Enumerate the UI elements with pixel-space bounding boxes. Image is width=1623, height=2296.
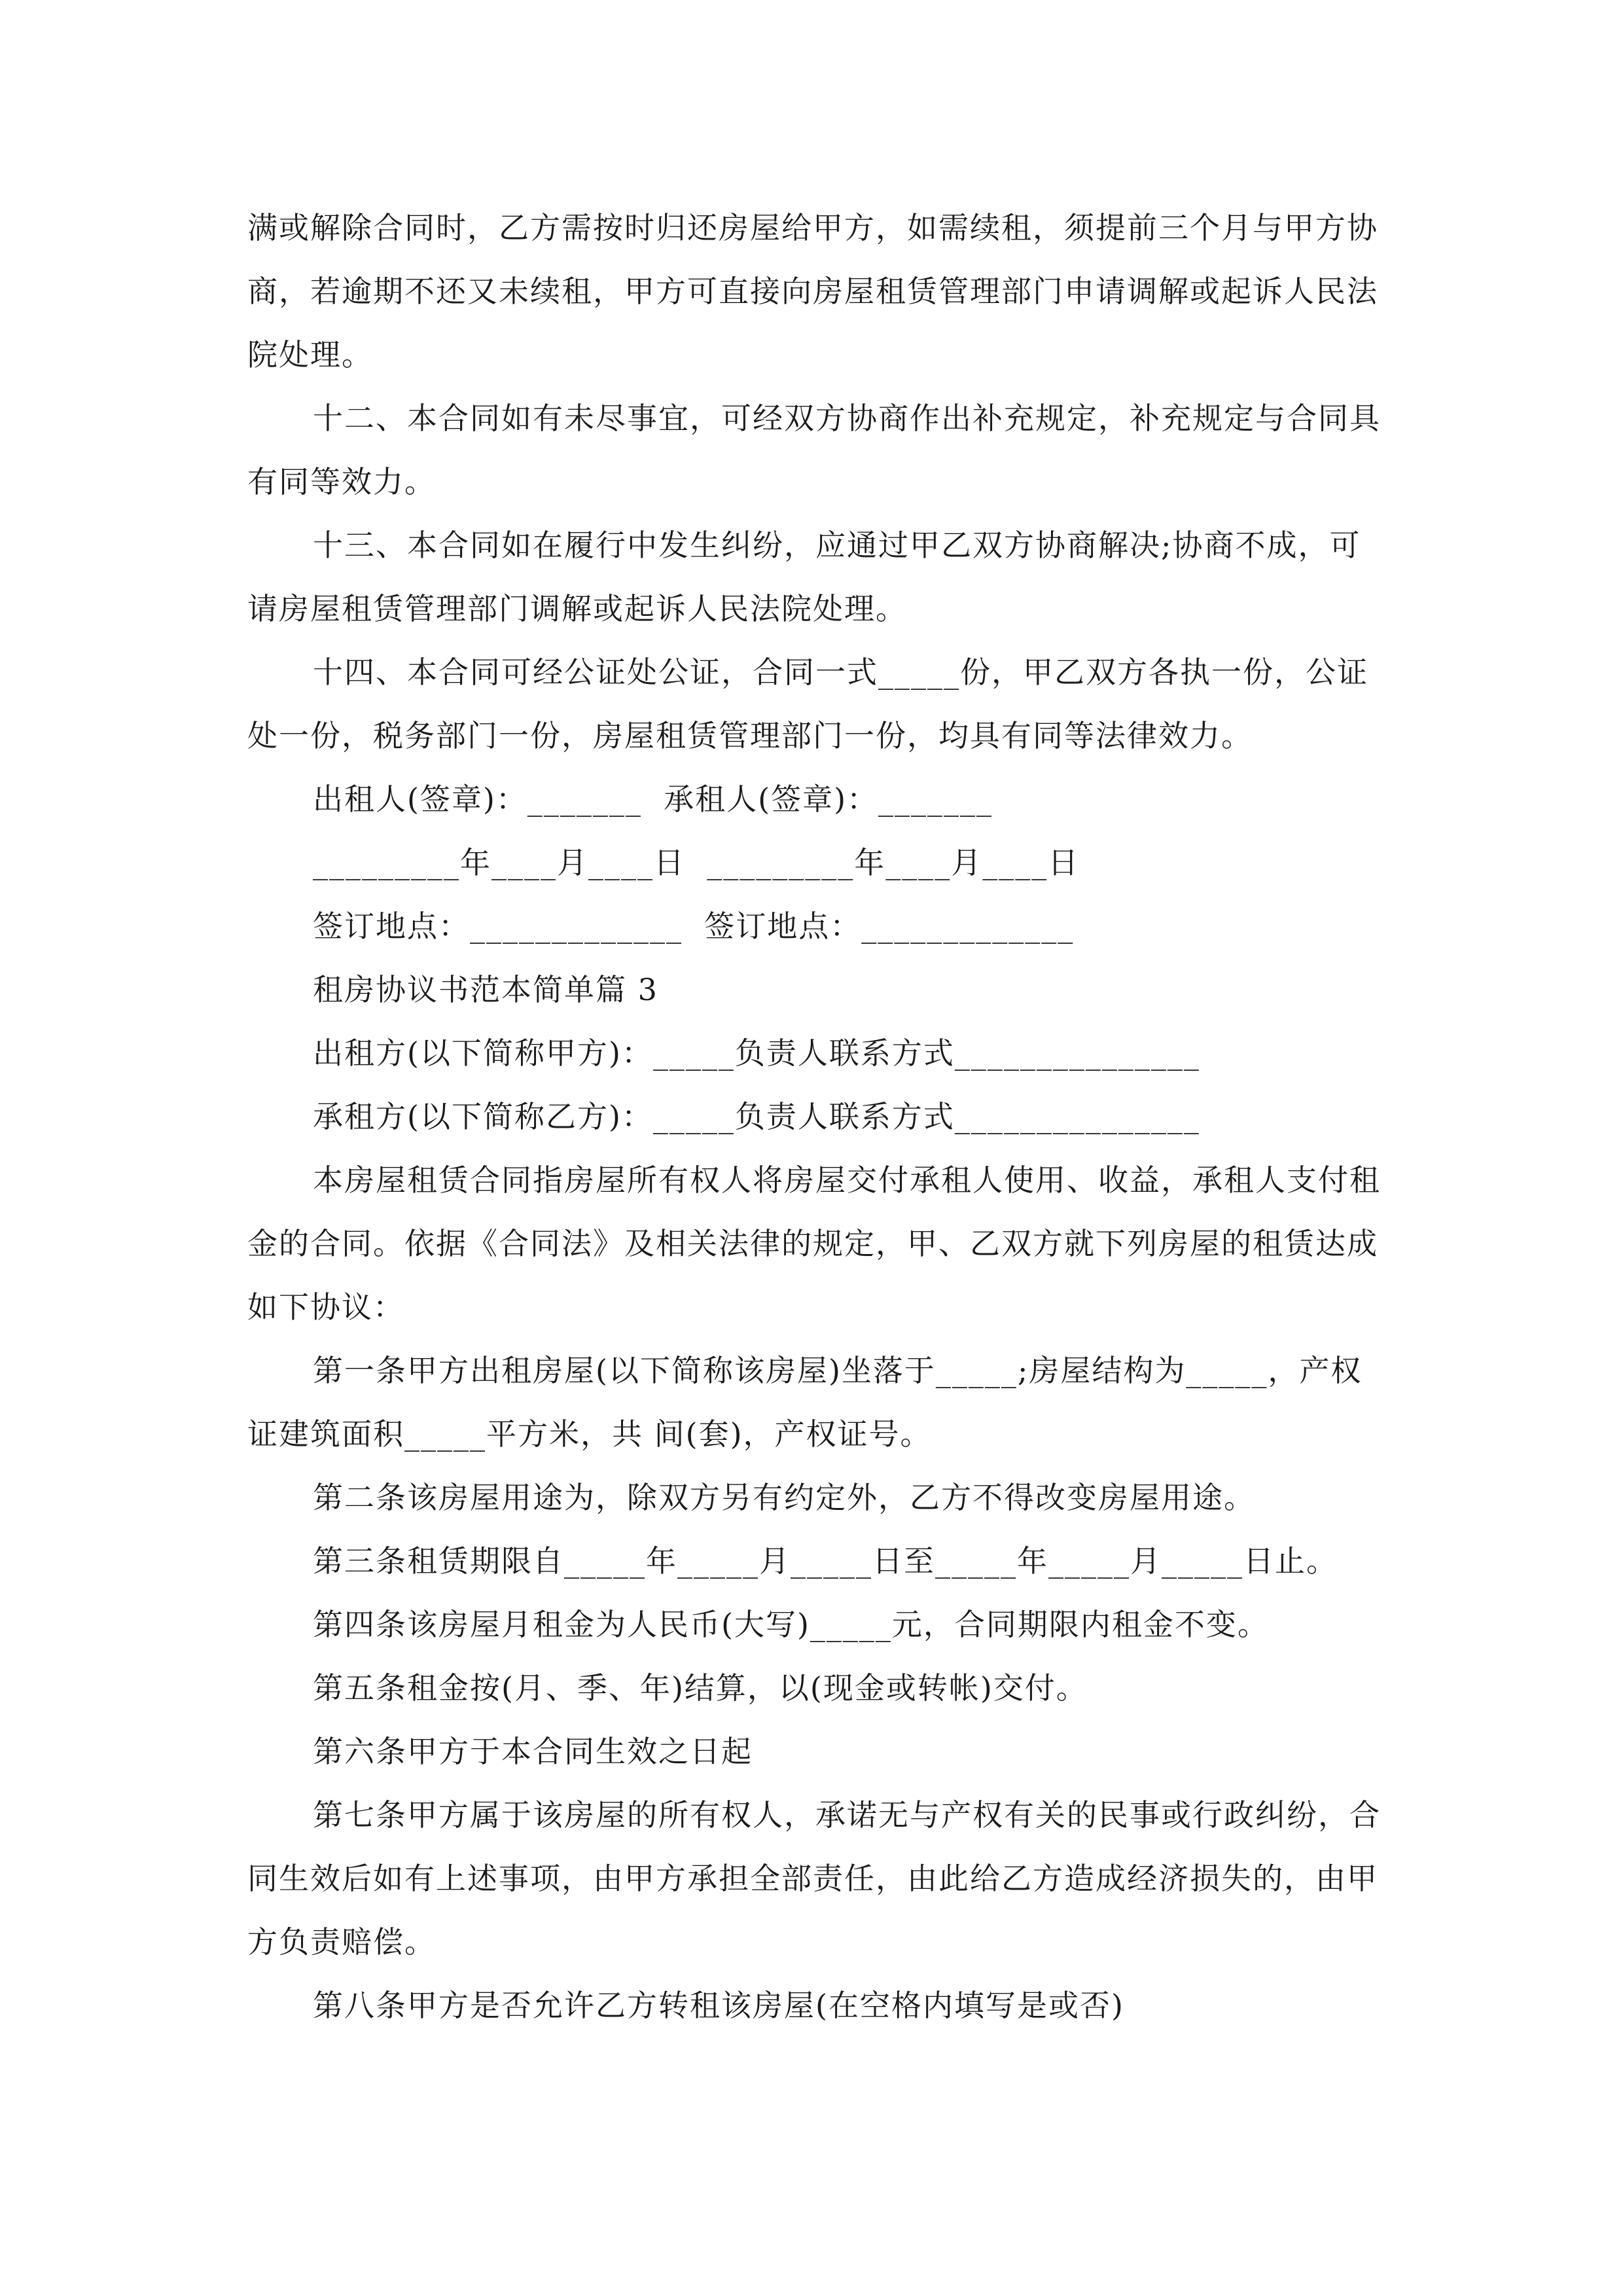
section-title: 租房协议书范本简单篇 3 <box>313 972 658 1007</box>
article-eight: 第八条甲方是否允许乙方转租该房屋(在空格内填写是或否) <box>313 1988 1124 2023</box>
article-two: 第二条该房屋用途为，除双方另有约定外，乙方不得改变房屋用途。 <box>313 1480 1255 1515</box>
article-three: 第三条租赁期限自_____年_____月_____日至_____年_____月_____日止。 <box>313 1543 1338 1579</box>
article-one: 第一条甲方出租房屋(以下简称该房屋)坐落于_____;房屋结构为_____，产权证建筑面积_____平方米，共 间(套)，产权证号。 <box>247 1353 1363 1452</box>
clause-fourteen: 十四、本合同可经公证处公证，合同一式_____份，甲乙双方各执一份，公证处一份，税务部门一份，房屋租赁管理部门一份，均具有同等法律效力。 <box>247 655 1368 753</box>
article-five: 第五条租金按(月、季、年)结算，以(现金或转帐)交付。 <box>313 1670 1088 1706</box>
paragraph-continuation: 满或解除合同时，乙方需按时归还房屋给甲方，如需续租，须提前三个月与甲方协商，若逾期不还又未续租，甲方可直接向房屋租赁管理部门申请调解或起诉人民法院处理。 <box>247 210 1378 372</box>
lessee-line: 承租方(以下简称乙方)：_____负责人联系方式_______________ <box>313 1099 1200 1134</box>
lessor-line: 出租方(以下简称甲方)：_____负责人联系方式_______________ <box>313 1035 1200 1071</box>
article-four: 第四条该房屋月租金为人民币(大写)_____元，合同期限内租金不变。 <box>313 1607 1269 1642</box>
signature-place-line: 签订地点：_____________ 签订地点：_____________ <box>313 908 1075 944</box>
contract-intro: 本房屋租赁合同指房屋所有权人将房屋交付承租人使用、收益，承租人支付租金的合同。依据《合同法》及相关法律的规定，甲、乙双方就下列房屋的租赁达成如下协议： <box>247 1162 1381 1325</box>
clause-thirteen: 十三、本合同如在履行中发生纠纷，应通过甲乙双方协商解决;协商不成，可请房屋租赁管理部门调解或起诉人民法院处理。 <box>247 528 1361 626</box>
document-page <box>247 196 1389 2037</box>
signature-parties-line: 出租人(签章)：_______ 承租人(签章)：_______ <box>313 781 993 817</box>
signature-date-line: _________年____月____日 _________年____月____日 <box>313 845 1080 880</box>
article-seven: 第七条甲方属于该房屋的所有权人，承诺无与产权有关的民事或行政纠纷，合同生效后如有上述事项，由甲方承担全部责任，由此给乙方造成经济损失的，由甲方负责赔偿。 <box>247 1797 1381 1960</box>
article-six: 第六条甲方于本合同生效之日起 <box>313 1734 753 1769</box>
clause-twelve: 十二、本合同如有未尽事宜，可经双方协商作出补充规定，补充规定与合同具有同等效力。 <box>247 401 1381 499</box>
